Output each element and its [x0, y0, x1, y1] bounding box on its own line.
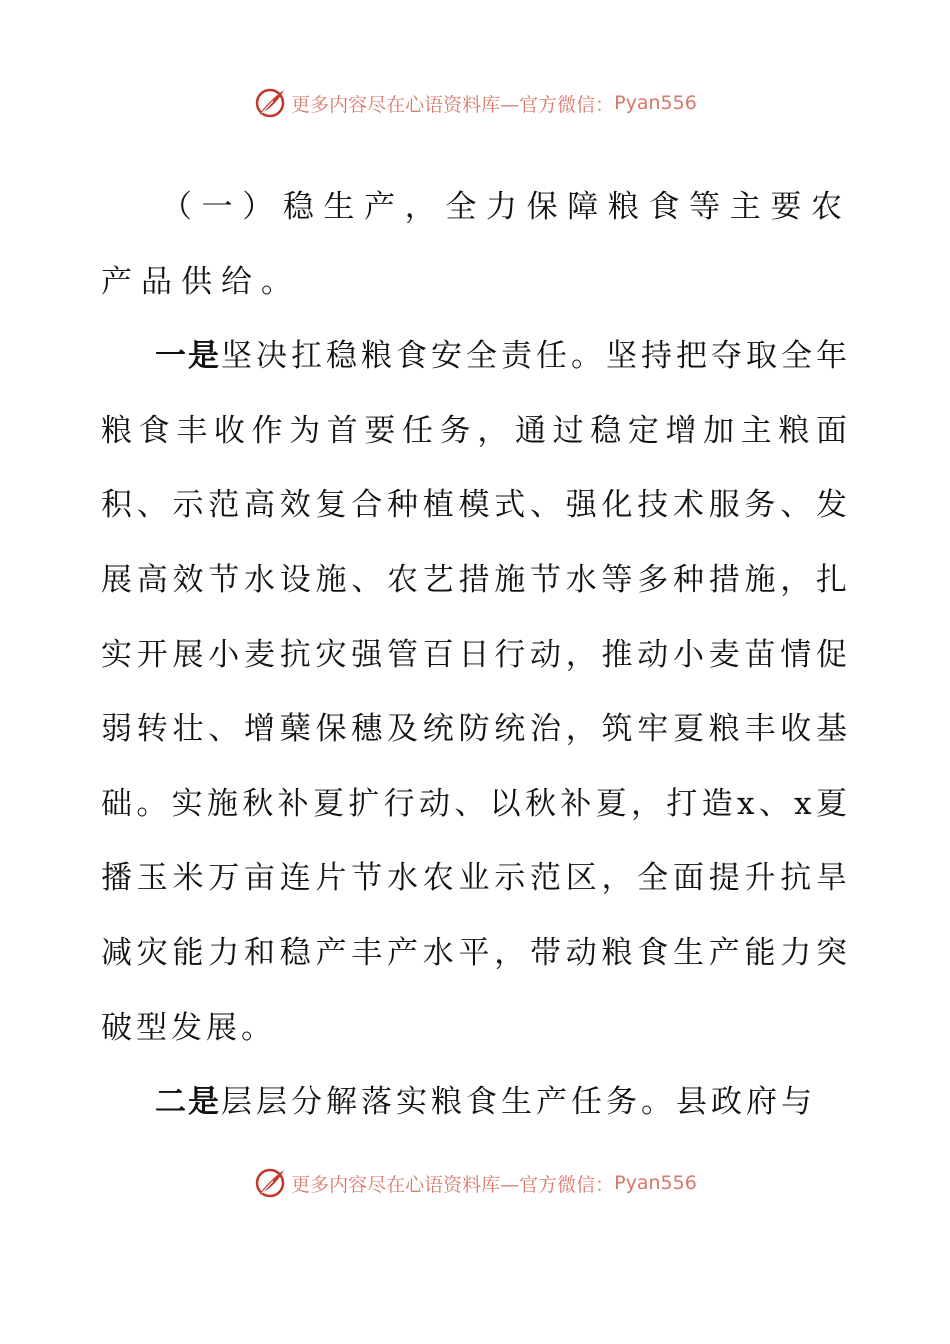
paragraph-2-lead: 二是	[155, 1084, 221, 1121]
paragraph-2	[101, 1065, 851, 1140]
paragraph-1-text: 坚决扛稳粮食安全责任。坚持把夺取全年粮食丰收作为首要任务，通过稳定增加主粮面积、示范高效复合种植模式、强化技术服务、发展高效节水设施、农艺措施节水等多种措施，扎实开展小麦抗灾强管百日行动，推动小麦苗情促弱转壮、增蘖保穗及统防统治，筑牢夏粮丰收基础。实施秋补夏扩行动、以秋补夏，打造x、x夏播玉米万亩连片节水农业示范区，全面提升抗旱减灾能力和稳产丰产水平，带动粮食生产能力突破型发展。	[101, 338, 851, 1046]
footer-watermark	[0, 1163, 950, 1203]
watermark-text: 更多内容尽在心语资料库—官方微信：	[291, 93, 615, 116]
watermark-wechat-id: Pyan556	[614, 92, 697, 114]
watermark-text: 更多内容尽在心语资料库—官方微信：	[291, 1173, 615, 1196]
header-watermark	[0, 83, 950, 123]
watermark-wechat-id: Pyan556	[614, 1172, 697, 1194]
paragraph-1-lead: 一是	[155, 338, 221, 375]
paragraph-1	[101, 319, 851, 1065]
quill-pen-logo-icon	[253, 1166, 287, 1200]
document-body	[101, 170, 851, 1140]
paragraph-2-text: 层层分解落实粮食生产任务。县政府与	[221, 1084, 816, 1121]
section-heading: （一）稳生产，全力保障粮食等主要农产品供给。	[101, 189, 851, 300]
quill-pen-logo-icon	[253, 86, 287, 120]
